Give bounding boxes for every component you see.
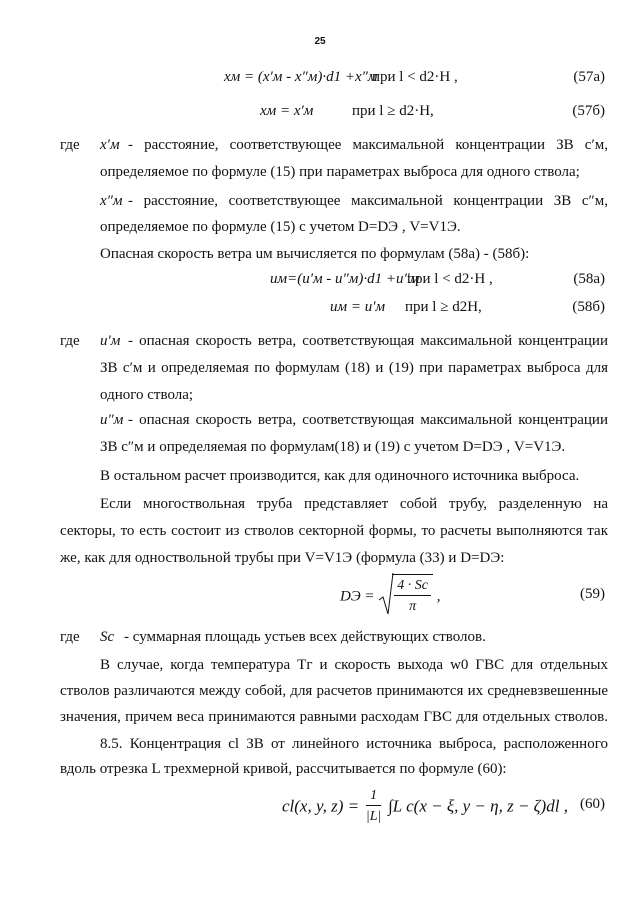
equation-59-lhs: DЭ = xyxy=(340,588,375,605)
definition-u-double-prime-line2: ЗВ c″м и определяемая по формулам(18) и (19) с учетом D=DЭ , V=V1Э. xyxy=(100,439,566,455)
equation-59 xyxy=(340,574,441,616)
paragraph-pipe-line3: же, как для одноствольной трубы при V=V1Э (формула (33) и D=DЭ: xyxy=(60,550,505,566)
definition-x-double-prime-line2: определяемое по формуле (15) с учетом D=DЭ , V=V1Э. xyxy=(100,219,461,235)
equation-58a-number: (58а) xyxy=(573,271,605,287)
equation-57b-formula: xм = x′м xyxy=(260,103,314,119)
equation-60-lhs: cl(x, y, z) = xyxy=(282,796,360,816)
definition-u-prime-line2: ЗВ c′м и определяемая по формулам (18) и (19) при параметрах выброса для xyxy=(100,360,608,376)
equation-60-numerator: 1 xyxy=(366,787,381,806)
equation-58a-condition: при l < d2·H , xyxy=(407,271,493,287)
symbol-x-double-prime: x″м xyxy=(100,193,123,209)
paragraph-temperature-line2: стволов различаются между собой, для расчетов принимаются их средневзвешенные xyxy=(60,683,608,699)
equation-60-fraction xyxy=(366,787,381,826)
equation-57a xyxy=(224,68,377,86)
definition-u-prime-line3: одного ствола; xyxy=(100,387,194,403)
symbol-x-prime: x′м xyxy=(100,137,120,153)
definition-x-double-prime-line1: - расстояние, соответствующее максимальной концентрации ЗВ c″м, xyxy=(128,193,608,209)
radical-icon xyxy=(378,572,394,616)
equation-57a-formula: xм = (x′м - x″м)·d1 +x″м xyxy=(224,69,378,85)
equation-59-fraction xyxy=(394,577,431,616)
sqrt-symbol xyxy=(378,574,433,616)
equation-57a-condition: при l < d2·H , xyxy=(372,69,458,85)
equation-58a-formula: uм=(u′м - u″м)·d1 +u″м xyxy=(270,271,420,287)
symbol-u-prime: u′м xyxy=(100,333,121,349)
equation-60-integral: ∫L c(x − ξ, y − η, z − ζ)dl , xyxy=(388,796,568,816)
where-label-3: где xyxy=(60,629,80,645)
text-rest-calculation: В остальном расчет производится, как для одиночного источника выброса. xyxy=(100,468,580,484)
equation-60-number: (60) xyxy=(580,796,605,812)
symbol-sc: Sc xyxy=(100,629,115,645)
equation-59-number: (59) xyxy=(580,586,605,602)
equation-58b-formula: uм = u′м xyxy=(330,299,386,315)
paragraph-8-5-line2: вдоль отрезка L трехмерной кривой, рассчитывается по формуле (60): xyxy=(60,761,507,777)
text-wind-speed-intro: Опасная скорость ветра uм вычисляется по формулам (58а) - (58б): xyxy=(100,246,530,262)
definition-x-prime-line1: - расстояние, соответствующее максимальной концентрации ЗВ c′м, xyxy=(128,137,608,153)
definition-u-prime-line1: - опасная скорость ветра, соответствующая максимальной концентрации xyxy=(128,333,608,349)
equation-60 xyxy=(282,787,568,826)
paragraph-temperature-line1: В случае, когда температура Tг и скорость выхода w0 ГВС для отдельных xyxy=(100,657,608,673)
equation-57a-number: (57а) xyxy=(573,69,605,85)
paragraph-pipe-line2: секторы, то есть состоит из стволов секторной формы, то расчеты выполняются так xyxy=(60,523,608,539)
definition-sc: - суммарная площадь устьев всех действующих стволов. xyxy=(124,629,486,645)
symbol-u-double-prime: u″м xyxy=(100,412,124,428)
equation-58b-number: (58б) xyxy=(572,299,605,315)
equation-57b-number: (57б) xyxy=(572,103,605,119)
equation-58b-condition: при l ≥ d2H, xyxy=(405,299,482,315)
definition-u-double-prime-line1: - опасная скорость ветра, соответствующая максимальной концентрации xyxy=(128,412,608,428)
equation-59-tail: , xyxy=(436,588,441,605)
where-label-2: где xyxy=(60,333,80,349)
equation-57b-condition: при l ≥ d2·H, xyxy=(352,103,434,119)
definition-x-prime-line2: определяемое по формуле (15) при параметрах выброса для одного ствола; xyxy=(100,164,580,180)
equation-60-denominator: |L| xyxy=(365,809,382,824)
page-number: 25 xyxy=(314,36,326,47)
equation-59-numerator: 4 · Sc xyxy=(394,577,431,596)
paragraph-8-5-line1: 8.5. Концентрация cl ЗВ от линейного источника выброса, расположенного xyxy=(100,736,608,752)
paragraph-pipe-line1: Если многоствольная труба представляет собой трубу, разделенную на xyxy=(100,496,608,512)
where-label: где xyxy=(60,137,80,153)
paragraph-temperature-line3: значения, причем веса принимаются равными расходам ГВС для отдельных стволов. xyxy=(60,709,608,725)
equation-59-denominator: π xyxy=(409,599,417,614)
